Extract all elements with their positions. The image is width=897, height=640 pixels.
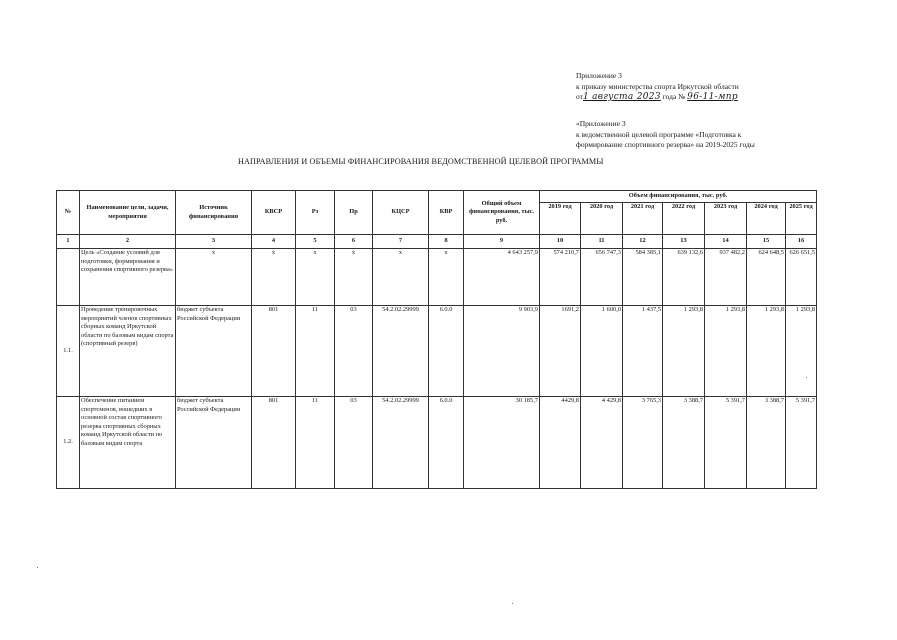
cell-year-value: 5 391,7 [705, 397, 747, 489]
cell-no: 1.1. [57, 306, 80, 397]
scan-speck [37, 567, 38, 568]
cell-year-value: 3 388,7 [747, 397, 786, 489]
column-number: 10 [540, 235, 581, 249]
cell-kvr: 6.0.0 [429, 306, 464, 397]
header-rz: Рз [296, 191, 335, 235]
cell-total: 9 903,9 [464, 306, 540, 397]
column-number: 3 [176, 235, 252, 249]
cell-name: Цель «Создание условий для подготовки, формирования и сохранения спортивного резерва» [80, 249, 176, 306]
cell-pr: х [335, 249, 373, 306]
cell-year-value: 624 648,5 [747, 249, 786, 306]
approval-block [576, 71, 739, 103]
column-number: 1 [57, 235, 80, 249]
cell-rz: 11 [296, 397, 335, 489]
column-number: 11 [581, 235, 623, 249]
cell-year-value: 1 293,8 [663, 306, 705, 397]
cell-year-value: 1 437,5 [623, 306, 663, 397]
cell-name: Проведение тренировочных мероприятий членов спортивных сборных команд Иркутской области по базовым видам спорта (спортивный резерв) [80, 306, 176, 397]
cell-year-value: 5 391,7 [786, 397, 817, 489]
column-number: 5 [296, 235, 335, 249]
header-year: 2025 год [786, 203, 817, 235]
header-no: № [57, 191, 80, 235]
cell-total: 30 185,7 [464, 397, 540, 489]
cell-year-value: 626 651,5 [786, 249, 817, 306]
cell-year-value: 1691,2 [540, 306, 581, 397]
order-prefix: от [576, 92, 583, 101]
column-number: 14 [705, 235, 747, 249]
document-title: НАПРАВЛЕНИЯ И ОБЪЕМЫ ФИНАНСИРОВАНИЯ ВЕДОМСТВЕННОЙ ЦЕЛЕВОЙ ПРОГРАММЫ [238, 157, 604, 166]
cell-year-value: 639 132,6 [663, 249, 705, 306]
table-row-goal [57, 249, 817, 306]
cell-pr: 03 [335, 306, 373, 397]
cell-year-value: 3 388,7 [663, 397, 705, 489]
header-total: Общий объем финансирования, тыс. руб. [464, 191, 540, 235]
column-number: 8 [429, 235, 464, 249]
column-number: 7 [373, 235, 429, 249]
column-number: 6 [335, 235, 373, 249]
header-year: 2022 год [663, 203, 705, 235]
cell-year-value: 574 210,7 [540, 249, 581, 306]
approval-line: к приказу министерства спорта Иркутской области [576, 81, 739, 91]
cell-rz: 11 [296, 306, 335, 397]
cell-no: 1.2. [57, 397, 80, 489]
cell-kcsr: 54.2.02.29999 [373, 397, 429, 489]
column-number: 12 [623, 235, 663, 249]
approval-line: Приложение 3 [576, 71, 622, 80]
financing-table [56, 190, 817, 489]
cell-no [57, 249, 80, 306]
cell-kcsr: 54.2.02.29999 [373, 306, 429, 397]
table-row-1-2 [57, 397, 817, 489]
program-line: формирование спортивного резерва» на 2019-2025 годы [576, 140, 755, 149]
cell-kvsr: х [252, 249, 296, 306]
cell-kcsr: х [373, 249, 429, 306]
header-year: 2024 год [747, 203, 786, 235]
scan-speck [512, 603, 513, 604]
cell-pr: 03 [335, 397, 373, 489]
order-line [576, 92, 739, 103]
cell-source: х [176, 249, 252, 306]
cell-kvr: х [429, 249, 464, 306]
header-year: 2019 год [540, 203, 581, 235]
header-pr: Пр [335, 191, 373, 235]
program-line: «Приложение 3 [576, 119, 626, 128]
header-year: 2020 год [581, 203, 623, 235]
program-line: к ведомственной целевой программе «Подготовка к [576, 129, 742, 139]
column-number: 16 [786, 235, 817, 249]
cell-rz: х [296, 249, 335, 306]
column-number: 13 [663, 235, 705, 249]
header-kvr: КВР [429, 191, 464, 235]
header-kcsr: КЦСР [373, 191, 429, 235]
order-number-handwritten: 96-11-мпр [687, 92, 738, 102]
header-year: 2023 год [705, 203, 747, 235]
cell-source: бюджет субъекта Российской Федерации [176, 397, 252, 489]
cell-year-value: 656 747,3 [581, 249, 623, 306]
scan-speck [806, 377, 807, 378]
header-name: Наименование цели, задачи, мероприятия [80, 191, 176, 235]
header-kvsr: КВСР [252, 191, 296, 235]
cell-year-value: 4429,8 [540, 397, 581, 489]
cell-year-value: 1 600,0 [581, 306, 623, 397]
cell-year-value: 1 293,8 [705, 306, 747, 397]
cell-year-value: 937 482,2 [705, 249, 747, 306]
cell-kvsr: 801 [252, 397, 296, 489]
column-number: 9 [464, 235, 540, 249]
column-number: 4 [252, 235, 296, 249]
order-date-handwritten: 1 августа 2023 [582, 92, 661, 102]
header-year: 2021 год [623, 203, 663, 235]
cell-kvr: 6.0.0 [429, 397, 464, 489]
cell-year-value: 584 385,1 [623, 249, 663, 306]
order-mid: года № [662, 92, 686, 101]
cell-year-value: 3 765,3 [623, 397, 663, 489]
cell-year-value: 1 293,8 [786, 306, 817, 397]
program-reference-block [576, 119, 755, 151]
cell-year-value: 4 429,8 [581, 397, 623, 489]
cell-source: бюджет субъекта Российской Федерации [176, 306, 252, 397]
table-row-1-1 [57, 306, 817, 397]
header-source: Источник финансирования [176, 191, 252, 235]
header-years-group: Объем финансирования, тыс. руб. [540, 191, 817, 203]
cell-year-value: 1 293,8 [747, 306, 786, 397]
cell-name: Обеспечение питанием спортсменов, вошедших в основной состав спортивного резерва спортивных сборных команд Иркутской области по базовым видам спорта [80, 397, 176, 489]
column-number: 15 [747, 235, 786, 249]
cell-kvsr: 801 [252, 306, 296, 397]
column-number: 2 [80, 235, 176, 249]
cell-total: 4 643 257,9 [464, 249, 540, 306]
